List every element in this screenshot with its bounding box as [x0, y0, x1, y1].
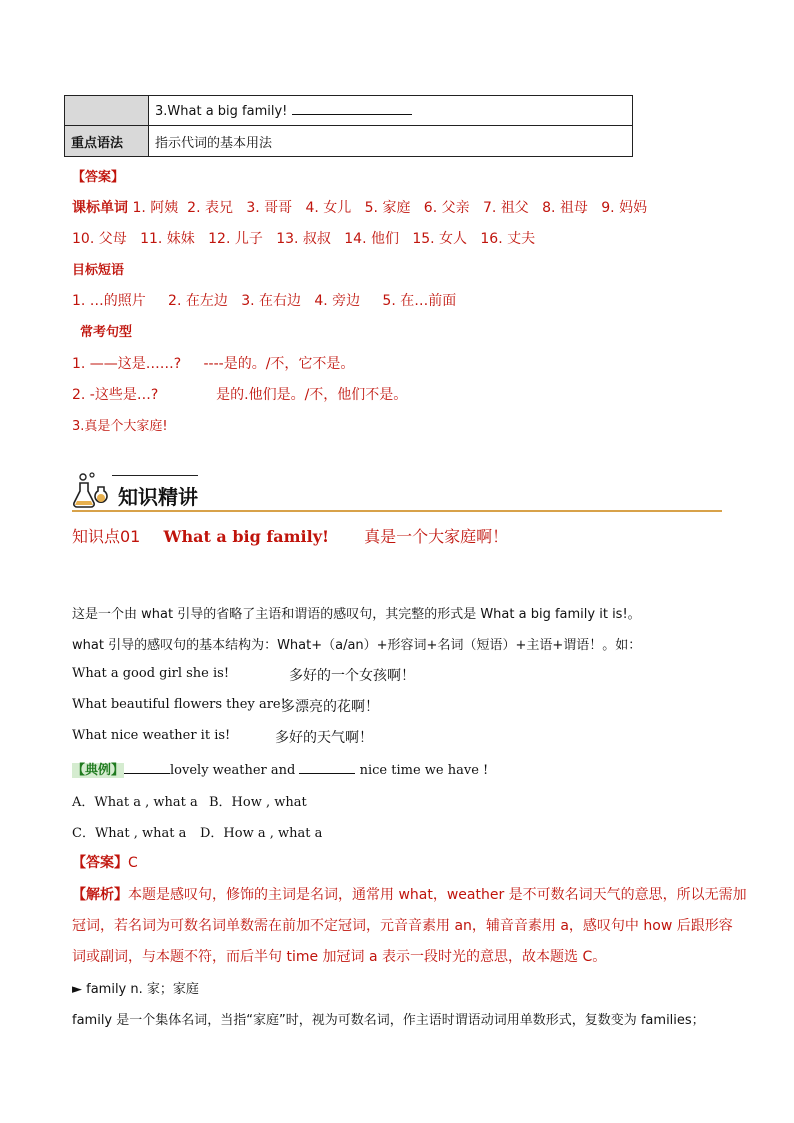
- family-description: family 是一个集体名词，当指“家庭”时，视为可数名词，作主语时谓语动词用单数形式，复数变为 families；: [72, 1013, 705, 1028]
- option-a: A．What a , what a: [72, 795, 198, 810]
- example-tag: 【典例】: [72, 763, 125, 778]
- section-rule: [72, 510, 722, 512]
- vocab-items-1: 1. 阿姨 2. 表兄 3. 哥哥 4. 女儿 5. 家庭 6. 父亲 7. 祖父 8. 祖母 9. 妈妈: [132, 200, 648, 216]
- example-1-en: What a good girl she is!: [72, 666, 230, 681]
- flask-icon: [72, 471, 112, 511]
- question-part-1: lovely weather and: [170, 763, 296, 778]
- table-row2-text: 指示代词的基本用法: [149, 126, 633, 157]
- vocab-line-1: [72, 197, 647, 217]
- example-question: [72, 759, 488, 778]
- paragraph-1: 这是一个由 what 引导的省略了主语和谓语的感叹句，其完整的形式是 What a big family it is!。: [72, 607, 641, 622]
- example-2-en: What beautiful flowers they are!: [72, 697, 286, 712]
- table-row1-cell: [149, 96, 633, 126]
- table-row1-text: 3.What a big family!: [155, 104, 288, 119]
- phrase-label: 目标短语: [72, 263, 125, 278]
- question-part-2: nice time we have !: [359, 763, 489, 778]
- point-english: What a big family!: [163, 527, 330, 546]
- analysis-text-1: 本题是感叹句，修饰的主词是名词，通常用 what，weather 是不可数名词天气的意思，所以无需加: [128, 887, 747, 903]
- option-d: D．How a , what a: [200, 826, 323, 841]
- example-2-cn: 多漂亮的花啊！: [281, 699, 379, 715]
- analysis-line-3: 词或副词，与本题不符，而后半句 time 加冠词 a 表示一段时光的意思，故本题选 C。: [72, 949, 607, 965]
- example-3-cn: 多好的天气啊！: [275, 730, 373, 746]
- header-top-rule: [112, 475, 198, 476]
- example-1-cn: 多好的一个女孩啊！: [289, 668, 415, 684]
- sentence-1: 1. ——这是……? ----是的。/不，它不是。: [72, 356, 355, 372]
- blank-2: [299, 763, 355, 774]
- sentence-2: 2. -这些是…? 是的.他们是。/不，他们不是。: [72, 387, 408, 403]
- answer-tag: 【答案】: [72, 855, 128, 871]
- example-3-en: What nice weather it is!: [72, 728, 231, 743]
- point-label: 知识点01: [72, 527, 141, 546]
- blank-1: [124, 763, 170, 774]
- point-chinese: 真是一个大家庭啊！: [364, 527, 509, 546]
- option-c: C．What , what a: [72, 826, 187, 841]
- option-b: B．How , what: [209, 795, 307, 810]
- info-table: [64, 95, 633, 157]
- vocab-label: 课标单词: [72, 200, 128, 216]
- knowledge-point-heading: [72, 524, 508, 547]
- family-bullet: ► family n. 家；家庭: [72, 982, 199, 997]
- table-label-empty: [65, 96, 149, 126]
- analysis-tag: 【解析】: [72, 887, 128, 903]
- example-answer: [72, 852, 138, 872]
- sentence-label: 常考句型: [80, 325, 133, 340]
- table-row2-label: 重点语法: [65, 126, 149, 157]
- paragraph-2: what 引导的感叹句的基本结构为：What+（a/an）+形容词+名词（短语）+主语+谓语！。如：: [72, 638, 642, 653]
- sentence-3: 3.真是个大家庭!: [72, 419, 168, 434]
- analysis-line-2: 冠词，若名词为可数名词单数需在前加不定冠词，元音音素用 an，辅音音素用 a，感叹句中 how 后跟形容: [72, 918, 733, 934]
- answer-blank: [292, 102, 412, 115]
- answer-value: C: [128, 855, 138, 871]
- vocab-line-2: 10. 父母 11. 妹妹 12. 儿子 13. 叔叔 14. 他们 15. 女人 16. 丈夫: [72, 231, 536, 247]
- answers-heading: 【答案】: [72, 170, 125, 185]
- phrase-line: 1. …的照片 2. 在左边 3. 在右边 4. 旁边 5. 在…前面: [72, 293, 457, 309]
- analysis-line-1: [72, 884, 747, 904]
- section-title: 知识精讲: [118, 485, 198, 509]
